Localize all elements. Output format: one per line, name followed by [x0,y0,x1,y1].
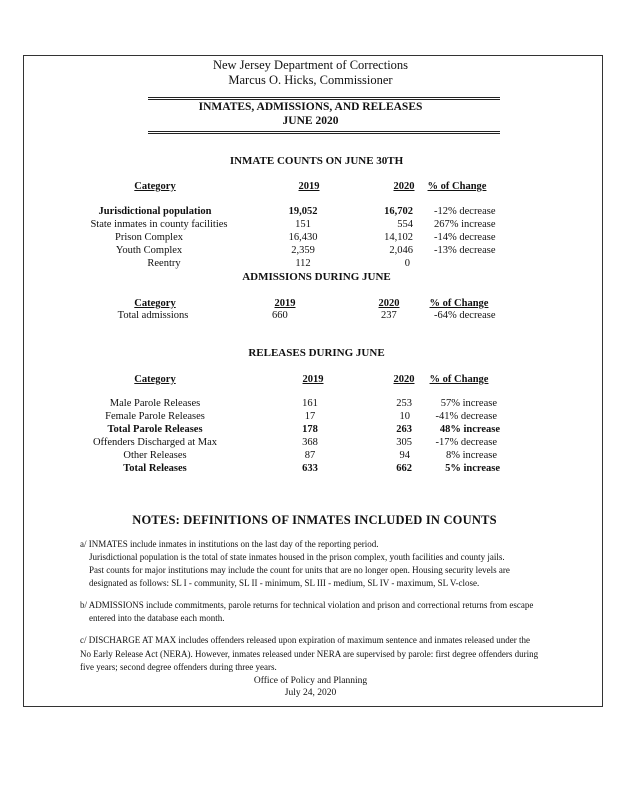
col-header-category: Category [134,298,176,309]
page-border-bottom [23,706,603,707]
col-header-2020: 2020 [393,181,415,192]
col-header-category: Category [134,181,176,192]
releases-heading: RELEASES DURING JUNE [248,347,385,359]
report-title: INMATES, ADMISSIONS, AND RELEASES [198,101,423,113]
col-header-2019: 2019 [274,298,296,309]
admissions-heading: ADMISSIONS DURING JUNE [242,271,391,283]
department-name: New Jersey Department of Corrections [212,58,409,72]
report-period: JUNE 2020 [282,115,339,127]
col-header-change: % of Change [429,298,489,309]
col-header-category: Category [134,374,176,385]
col-header-change: % of Change [427,181,487,192]
notes-heading: NOTES: DEFINITIONS OF INMATES INCLUDED IN COUNTS [132,513,497,527]
col-header-2020: 2020 [378,298,400,309]
note-b: b/ ADMISSIONS include commitments, parole returns for technical violation and prison and correctional returns from escape entered into the database each month. [80,600,534,623]
note-c: c/ DISCHARGE AT MAX includes offenders released upon expiration of maximum sentence and inmates released under the No Early Release Act (NERA). However, inmates released under NERA are supervised by parole: first degree offenders during five years; second degree offenders during three years. [80,635,539,672]
report-date: July 24, 2020 [284,688,337,698]
col-header-2020: 2020 [393,374,415,385]
col-header-2019: 2019 [298,181,320,192]
commissioner-name: Marcus O. Hicks, Commissioner [228,73,393,87]
col-header-change: % of Change [429,374,489,385]
col-header-2019: 2019 [302,374,324,385]
office-name: Office of Policy and Planning [253,676,368,686]
inmate-counts-heading: INMATE COUNTS ON JUNE 30TH [229,155,404,167]
note-a: a/ INMATES include inmates in institutions on the last day of the reporting period. Jurisdictional population is the total of state inmates housed in the prison complex, youth facilities and county jails. Past counts for major institutions may include the count for units that are no longer open. Housing security levels are designated as follows: SL I - community, SL II - minimum, SL III - medium, SL IV - maximum, SL V-close. [80,539,510,588]
